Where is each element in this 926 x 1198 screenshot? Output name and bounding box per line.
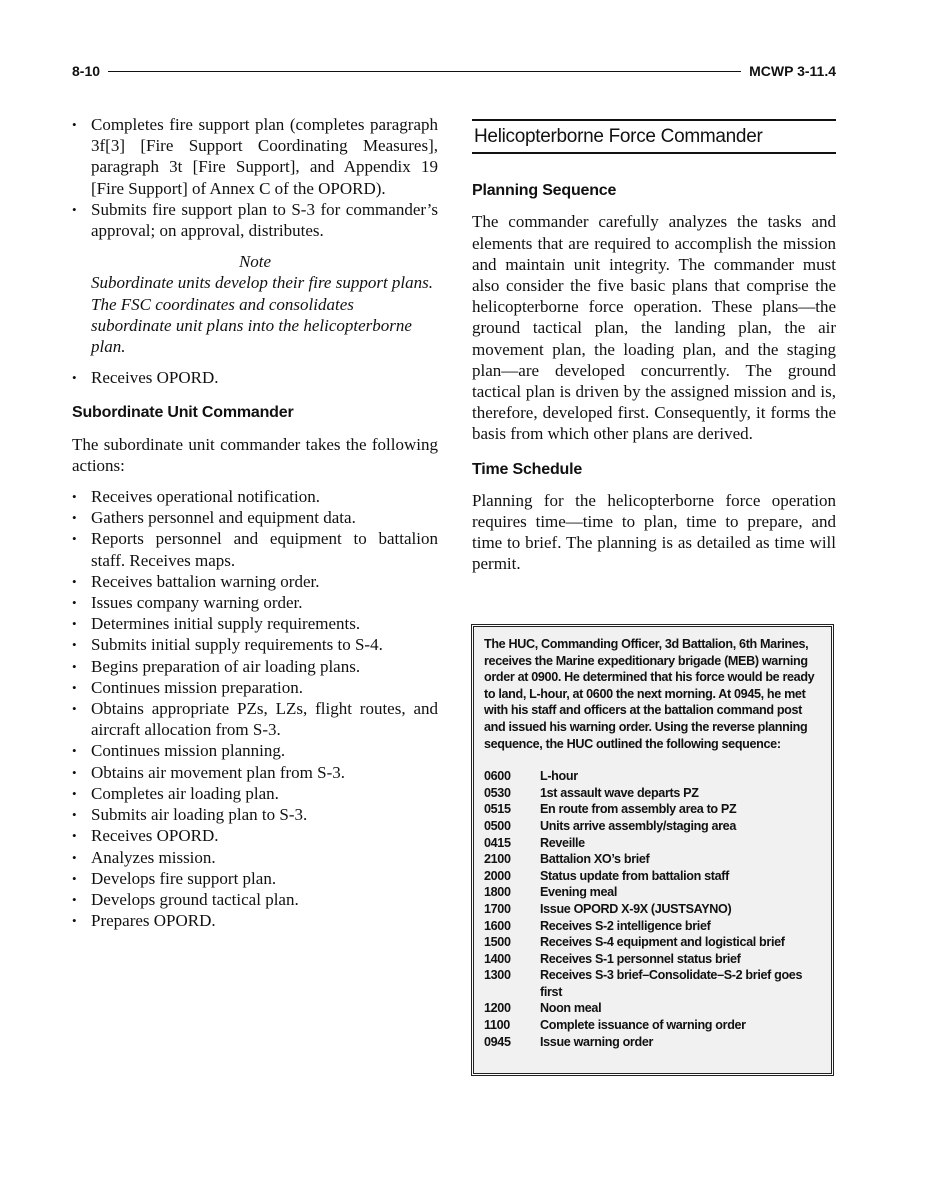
list-item: • Gathers personnel and equipment data. bbox=[72, 507, 438, 528]
time-heading: Time Schedule bbox=[472, 460, 583, 478]
schedule-event: Receives S-1 personnel status brief bbox=[540, 951, 741, 966]
list-item: • Continues mission planning. bbox=[72, 740, 438, 761]
schedule-row bbox=[484, 1034, 821, 1051]
schedule-row bbox=[484, 901, 821, 918]
schedule-row bbox=[484, 967, 821, 1000]
schedule-time: 1300 bbox=[484, 968, 511, 983]
schedule-row bbox=[484, 818, 821, 835]
schedule-table bbox=[484, 768, 821, 1050]
schedule-row bbox=[484, 884, 821, 901]
schedule-event: Receives S-4 equipment and logistical brief bbox=[540, 935, 785, 950]
schedule-row bbox=[484, 835, 821, 852]
document-id: MCWP 3-11.4 bbox=[749, 63, 836, 79]
schedule-event: L-hour bbox=[540, 769, 578, 784]
schedule-time: 1600 bbox=[484, 918, 511, 933]
schedule-time: 1200 bbox=[484, 1001, 511, 1016]
list-item: • Receives operational notification. bbox=[72, 486, 438, 507]
schedule-time: 0500 bbox=[484, 818, 511, 833]
box-intro: The HUC, Commanding Officer, 3d Battalion, 6th Marines, receives the Marine expeditionary brigade (MEB) warning order at 0900. He determined that his force would be ready to land, L-hour, at 0600 the next morning. At 0945, he met with his staff and officers at the battalion command post and issued his warning order. Using the reverse planning sequence, the HUC outlined the following sequence: bbox=[484, 637, 815, 751]
list-item: • Completes fire support plan (completes paragraph 3f[3] [Fire Support Coordinating Measures], paragraph 3t [Fire Support], and Appendix 19 [Fire Support] of Annex C of the OPORD). bbox=[72, 114, 438, 199]
schedule-time: 1100 bbox=[484, 1018, 510, 1033]
schedule-row bbox=[484, 868, 821, 885]
schedule-time: 0415 bbox=[484, 835, 511, 850]
schedule-row bbox=[484, 801, 821, 818]
schedule-event: Reveille bbox=[540, 835, 585, 850]
schedule-event: Battalion XO’s brief bbox=[540, 852, 650, 867]
schedule-event: Complete issuance of warning order bbox=[540, 1018, 746, 1033]
schedule-event: Issue warning order bbox=[540, 1034, 654, 1049]
chapter-section-title: Helicopterborne Force Commander bbox=[472, 119, 836, 154]
schedule-time: 1400 bbox=[484, 951, 511, 966]
schedule-time: 1800 bbox=[484, 885, 511, 900]
list-item: • Reports personnel and equipment to battalion staff. Receives maps. bbox=[72, 528, 438, 570]
list-item: • Issues company warning order. bbox=[72, 592, 438, 613]
list-item: • Prepares OPORD. bbox=[72, 910, 438, 931]
schedule-event: 1st assault wave departs PZ bbox=[540, 785, 699, 800]
schedule-row bbox=[484, 951, 821, 968]
list-item: • Continues mission preparation. bbox=[72, 677, 438, 698]
list-item: • Submits air loading plan to S-3. bbox=[72, 804, 438, 825]
schedule-row bbox=[484, 785, 821, 802]
schedule-time: 0945 bbox=[484, 1034, 511, 1049]
schedule-row bbox=[484, 1017, 821, 1034]
note-after-list bbox=[72, 367, 438, 388]
list-item: • Submits fire support plan to S-3 for commander’s approval; on approval, distributes. bbox=[72, 199, 438, 241]
fire-support-list bbox=[72, 114, 438, 241]
schedule-event: Receives S-3 brief–Consolidate–S-2 brief goes first bbox=[540, 968, 803, 999]
schedule-time: 0515 bbox=[484, 802, 511, 817]
section-intro: The subordinate unit commander takes the following actions: bbox=[72, 434, 438, 475]
list-item: • Receives OPORD. bbox=[72, 825, 438, 846]
schedule-time: 1500 bbox=[484, 935, 511, 950]
list-item: • Receives battalion warning order. bbox=[72, 571, 438, 592]
schedule-event: Receives S-2 intelligence brief bbox=[540, 918, 711, 933]
schedule-event: Noon meal bbox=[540, 1001, 602, 1016]
page-number: 8-10 bbox=[72, 63, 101, 79]
schedule-time: 0530 bbox=[484, 785, 511, 800]
schedule-row bbox=[484, 934, 821, 951]
schedule-time: 1700 bbox=[484, 901, 511, 916]
schedule-event: Issue OPORD X-9X (JUSTSAYNO) bbox=[540, 901, 732, 916]
schedule-time: 2100 bbox=[484, 852, 511, 867]
schedule-row bbox=[484, 1000, 821, 1017]
planning-text: The commander carefully analyzes the tasks and elements that are required to accomplish the mission and maintain unit integrity. The commander must also consider the five basic plans that comprise the helicopterborne force operation. These plans—the ground tactical plan, the landing plan, the air movement plan, the loading plan, and the staging plan—are developed concurrently. The ground tactical plan is driven by the assigned mission and is, therefore, developed first. Consequently, it forms the basis from which other plans are derived. bbox=[472, 212, 836, 444]
list-item: • Obtains air movement plan from S-3. bbox=[72, 762, 438, 783]
time-text: Planning for the helicopterborne force operation requires time—time to plan, time to prepare, and time to brief. The planning is as detailed as time will permit. bbox=[472, 490, 836, 574]
running-header bbox=[72, 61, 836, 81]
schedule-event: Evening meal bbox=[540, 885, 617, 900]
list-item: • Receives OPORD. bbox=[72, 367, 438, 388]
list-item: • Completes air loading plan. bbox=[72, 783, 438, 804]
schedule-row bbox=[484, 768, 821, 785]
schedule-row bbox=[484, 918, 821, 935]
schedule-event: En route from assembly area to PZ bbox=[540, 802, 737, 817]
list-item: • Determines initial supply requirements. bbox=[72, 613, 438, 634]
list-item: • Submits initial supply requirements to S-4. bbox=[72, 634, 438, 655]
list-item: • Develops fire support plan. bbox=[72, 868, 438, 889]
left-column bbox=[72, 114, 438, 931]
list-item: • Obtains appropriate PZs, LZs, flight routes, and aircraft allocation from S-3. bbox=[72, 698, 438, 740]
schedule-time: 2000 bbox=[484, 868, 511, 883]
list-item: • Begins preparation of air loading plans. bbox=[72, 656, 438, 677]
actions-list bbox=[72, 486, 438, 931]
note-body: Subordinate units develop their fire support plans. The FSC coordinates and consolidates subordinate unit plans into the helicopterborne plan. bbox=[91, 273, 434, 357]
schedule-event: Units arrive assembly/staging area bbox=[540, 818, 736, 833]
right-column bbox=[472, 114, 836, 585]
planning-heading: Planning Sequence bbox=[472, 182, 617, 200]
note-title: Note bbox=[238, 252, 272, 272]
section-heading: Subordinate Unit Commander bbox=[72, 404, 294, 422]
header-rule bbox=[108, 71, 741, 72]
schedule-time: 0600 bbox=[484, 769, 511, 784]
example-box bbox=[471, 624, 834, 1076]
schedule-event: Status update from battalion staff bbox=[540, 868, 729, 883]
list-item: • Analyzes mission. bbox=[72, 847, 438, 868]
list-item: • Develops ground tactical plan. bbox=[72, 889, 438, 910]
schedule-row bbox=[484, 851, 821, 868]
